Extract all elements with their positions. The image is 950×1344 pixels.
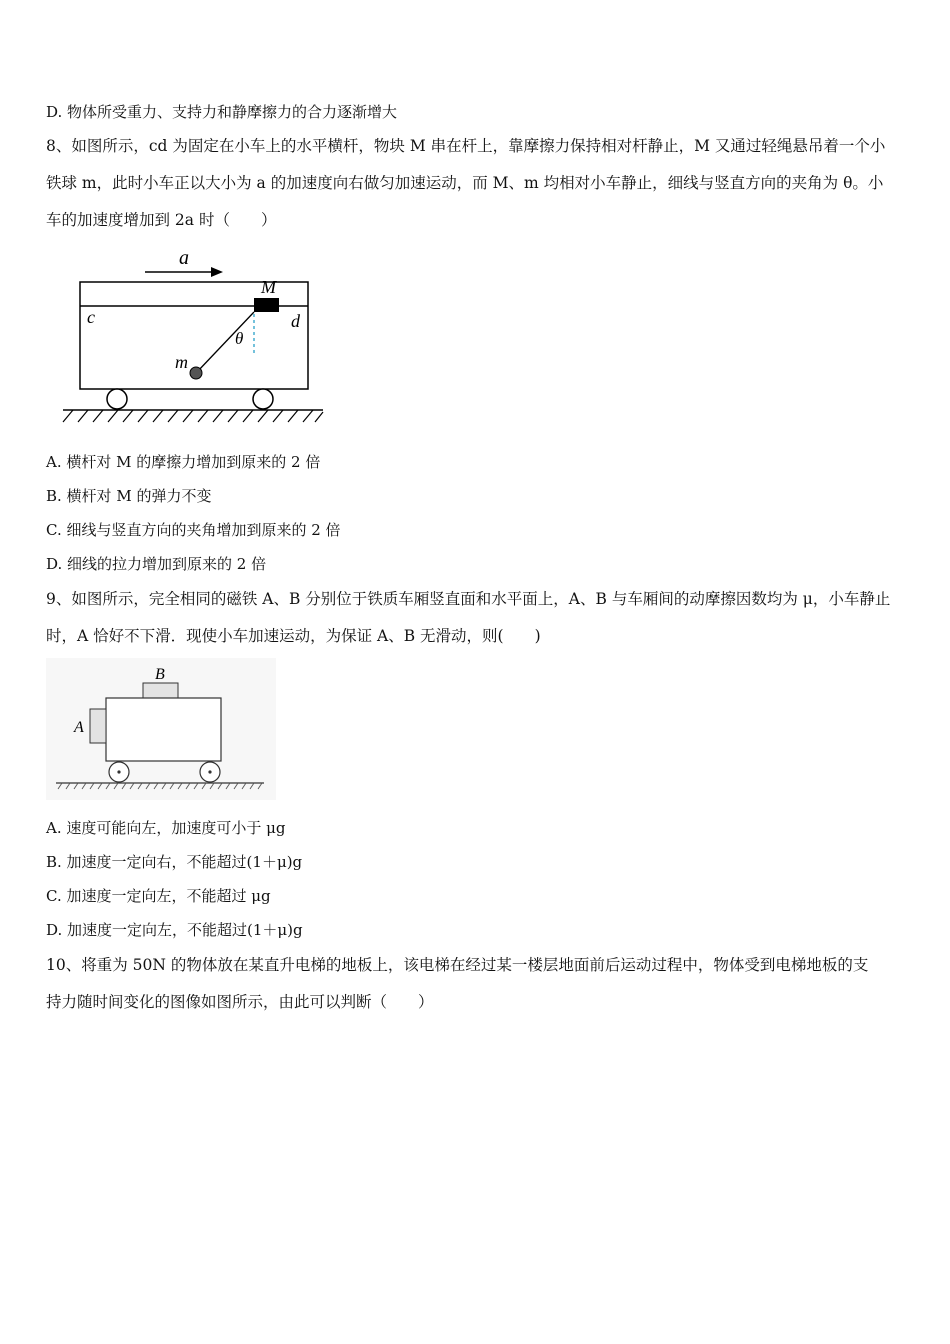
q9-magnet-A [90,709,106,743]
q8-option-a: A. 横杆对 M 的摩擦力增加到原来的 2 倍 [46,453,321,471]
q8-option-c: C. 细线与竖直方向的夹角增加到原来的 2 倍 [46,521,341,539]
q10-stem-line-1: 10、将重为 50N 的物体放在某直升电梯的地板上，该电梯在经过某一楼层地面前后运动过程中，物体受到电梯地板的支 [46,956,869,974]
q8-ball-m [190,367,202,379]
q8-wheel-right [253,389,273,409]
q9-option-c: C. 加速度一定向左，不能超过 μg [46,887,271,905]
q9-option-b: B. 加速度一定向右，不能超过(1＋μ)g [46,853,303,871]
q9-label-A: A [74,719,84,736]
q8-stem-line-1: 8、如图所示，cd 为固定在小车上的水平横杆，物块 M 串在杆上，靠摩擦力保持相对杆静止，M 又通过轻绳悬吊着一个小 [46,137,886,155]
q8-block-M [254,298,279,312]
q8-cart-figure [55,242,335,427]
q8-ground-hatching [63,410,323,422]
q8-label-c: c [87,307,95,327]
q8-option-d: D. 细线的拉力增加到原来的 2 倍 [46,555,267,573]
q8-label-d: d [291,311,300,331]
q9-car-body [106,698,221,761]
q8-acceleration-arrowhead [211,267,223,277]
q9-wheel-right-axle [208,770,211,773]
q8-label-M: M [261,277,276,297]
q8-label-theta: θ [235,329,244,348]
q9-label-B: B [155,666,165,683]
q8-stem-line-3: 车的加速度增加到 2a 时（ ） [46,211,277,229]
q9-option-d: D. 加速度一定向左，不能超过(1＋μ)g [46,921,303,939]
q9-stem-line-2: 时，A 恰好不下滑．现使小车加速运动，为保证 A、B 无滑动，则( ) [46,627,541,645]
q8-wheel-left [107,389,127,409]
q8-stem-line-2: 铁球 m，此时小车正以大小为 a 的加速度向右做匀加速运动，而 M、m 均相对小车静止，细线与竖直方向的夹角为 θ。小 [46,174,884,192]
q9-wheel-left-axle [117,770,120,773]
q9-stem-line-1: 9、如图所示，完全相同的磁铁 A、B 分别位于铁质车厢竖直面和水平面上，A、B 与车厢间的动摩擦因数均为 μ，小车静止 [46,590,891,608]
q8-label-a: a [179,247,189,269]
q8-label-m: m [175,352,188,372]
q8-string [197,312,254,372]
q9-option-a: A. 速度可能向左，加速度可小于 μg [46,819,286,837]
q9-cart-figure [46,658,276,800]
prev-question-option-d: D. 物体所受重力、支持力和静摩擦力的合力逐渐增大 [46,103,398,121]
q10-stem-line-2: 持力随时间变化的图像如图所示，由此可以判断（ ） [46,993,434,1011]
q8-option-b: B. 横杆对 M 的弹力不变 [46,487,212,505]
q9-magnet-B [143,683,178,698]
